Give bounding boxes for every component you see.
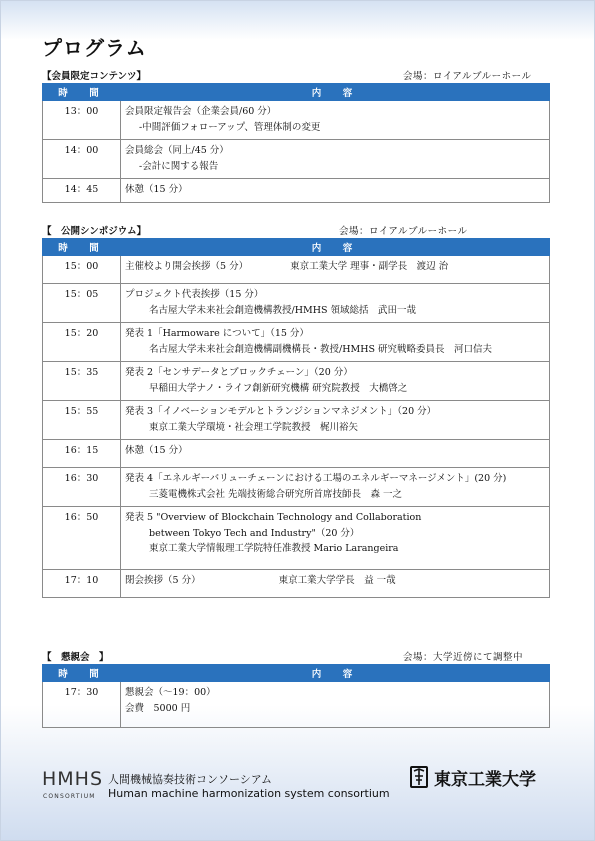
content-line: プロジェクト代表挨拶（15 分） [125, 289, 264, 300]
table-row [43, 284, 550, 323]
row-time: 13：00 [43, 101, 121, 140]
row-content [121, 401, 550, 440]
row-time: 16：50 [43, 507, 121, 570]
table-row [43, 256, 550, 284]
table-row [43, 682, 550, 728]
row-content [121, 507, 550, 570]
row-time: 15：55 [43, 401, 121, 440]
university-emblem-icon [410, 766, 428, 788]
table-row [43, 323, 550, 362]
row-content [121, 468, 550, 507]
consortium-name-ja: 人間機械協奏技術コンソーシアム [108, 773, 273, 786]
table-row [43, 140, 550, 179]
row-content [121, 179, 550, 203]
column-header-content: 内 容 [121, 665, 550, 682]
content-line: 休憩（15 分） [125, 184, 188, 195]
row-content [121, 323, 550, 362]
content-line: 会費 5000 円 [125, 702, 191, 714]
content-line: 発表 1「Harmoware について」（15 分） [125, 328, 309, 339]
section-name: 【 懇親会 】 [42, 652, 109, 663]
table-header-row [43, 84, 550, 101]
content-line: 発表 3「イノベーションモデルとトランジションマネジメント」（20 分） [125, 406, 437, 417]
content-subline: 三菱電機株式会社 先端技術総合研究所首席技師長 森 一之 [149, 488, 403, 500]
emblem-glyph-icon [412, 768, 426, 786]
row-content [121, 440, 550, 468]
table-row [43, 570, 550, 598]
row-time: 15：20 [43, 323, 121, 362]
row-content [121, 362, 550, 401]
program-table-reception [42, 664, 550, 728]
content-line: 懇親会（～19：00） [125, 687, 216, 698]
program-table-members [42, 83, 550, 203]
section-venue: 会場：ロイアルブルーホール [403, 71, 532, 82]
content-line: 休憩（15 分） [125, 445, 188, 456]
row-content [121, 256, 550, 284]
content-line: 発表 4「エネルギーバリューチェーンにおける工場のエネルギーマネージメント」(20 分) [125, 473, 507, 484]
content-text: 閉会挨拶（5 分） [125, 575, 201, 586]
table-header-row [43, 239, 550, 256]
content-line: 発表 5 "Overview of Blockchain Technology and Collaboration [125, 512, 422, 523]
speaker-affiliation: 東京工業大学学長 益 一哉 [278, 575, 396, 586]
content-subline: 早稲田大学ナノ・ライフ創新研究機構 研究院教授 大橋啓之 [149, 382, 408, 394]
page-title: プログラム [42, 36, 147, 60]
column-header-time: 時 間 [43, 239, 121, 256]
hmhs-logo-subtext: CONSORTIUM [43, 793, 96, 800]
content-subline: -会計に関する報告 [139, 160, 219, 172]
column-header-time: 時 間 [43, 665, 121, 682]
section-name: 【会員限定コンテンツ】 [42, 71, 147, 82]
table-row [43, 179, 550, 203]
consortium-name-en: Human machine harmonization system consortium [108, 787, 390, 800]
content-subline: 名古屋大学未来社会創造機構教授/HMHS 領域総括 武田一哉 [149, 304, 417, 316]
content-subline: 名古屋大学未来社会創造機構副機構長・教授/HMHS 研究戦略委員長 河口信夫 [149, 343, 493, 355]
section-venue: 会場：大学近傍にて調整中 [403, 652, 524, 663]
footer [42, 766, 552, 806]
row-content [121, 284, 550, 323]
row-time: 14：45 [43, 179, 121, 203]
section-name: 【 公開シンポジウム】 [42, 226, 147, 237]
row-time: 17：10 [43, 570, 121, 598]
table-row [43, 401, 550, 440]
column-header-time: 時 間 [43, 84, 121, 101]
speaker-affiliation: 東京工業大学 理事・副学長 渡辺 治 [290, 261, 449, 272]
row-content [121, 570, 550, 598]
table-row [43, 440, 550, 468]
content-subline: 東京工業大学情報理工学院特任准教授 Mario Larangeira [149, 543, 399, 554]
content-subline: between Tokyo Tech and Industry"（20 分） [149, 527, 360, 539]
row-content [121, 101, 550, 140]
row-time: 16：30 [43, 468, 121, 507]
content-line [125, 573, 545, 589]
table-row [43, 101, 550, 140]
content-subline: -中間評価フォローアップ、管理体制の変更 [139, 121, 321, 133]
content-subline: 東京工業大学環境・社会理工学院教授 梶川裕矢 [149, 421, 359, 433]
content-line: 発表 2「センサデータとブロックチェーン」（20 分） [125, 367, 353, 378]
table-row [43, 468, 550, 507]
row-time: 15：05 [43, 284, 121, 323]
content-line [125, 259, 545, 275]
row-time: 14：00 [43, 140, 121, 179]
column-header-content: 内 容 [121, 239, 550, 256]
content-text: 主催校より開会挨拶（5 分） [125, 261, 249, 272]
table-header-row [43, 665, 550, 682]
table-row [43, 507, 550, 570]
row-content [121, 682, 550, 728]
row-time: 17：30 [43, 682, 121, 728]
content-line: 会員総会（同上/45 分） [125, 145, 229, 156]
row-time: 16：15 [43, 440, 121, 468]
section-venue: 会場：ロイアルブルーホール [339, 226, 468, 237]
row-content [121, 140, 550, 179]
row-time: 15：00 [43, 256, 121, 284]
row-time: 15：35 [43, 362, 121, 401]
table-row [43, 362, 550, 401]
university-name: 東京工業大学 [434, 770, 536, 790]
program-table-symposium [42, 238, 550, 598]
content-line: 会員限定報告会（企業会員/60 分） [125, 106, 277, 117]
column-header-content: 内 容 [121, 84, 550, 101]
hmhs-logo: HMHS [42, 768, 104, 790]
